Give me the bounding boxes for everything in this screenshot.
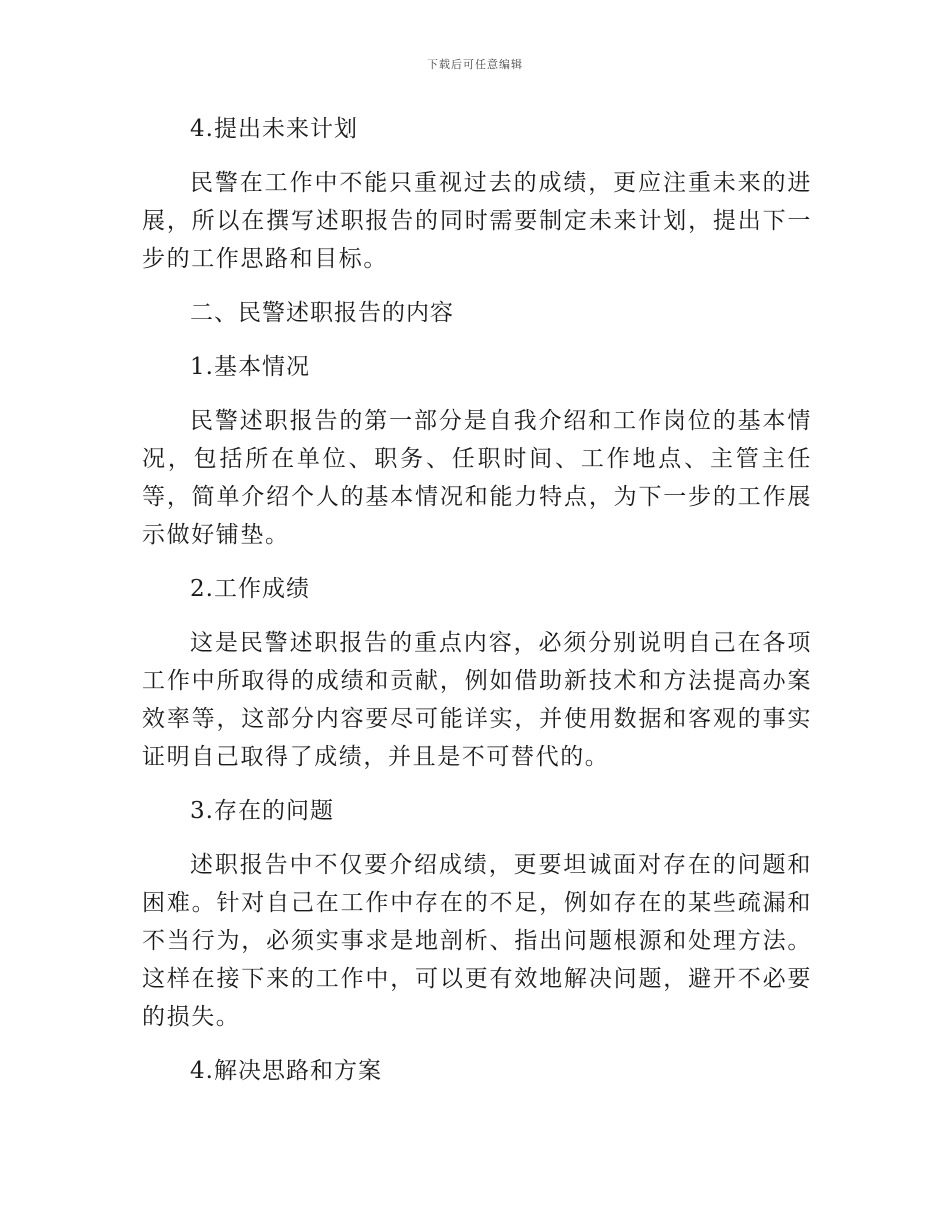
section-heading-future-plan: 4.提出未来计划 <box>190 116 358 142</box>
section-heading-solutions: 4.解决思路和方案 <box>190 1058 382 1084</box>
paragraph-achievements: 这是民警述职报告的重点内容，必须分别说明自己在各项工作中所取得的成绩和贡献，例如借助新技术和方法提高办案效率等，这部分内容要尽可能详实，并使用数据和客观的事实证明自己取得了成绩，并且是不可替代的。 <box>142 630 812 770</box>
paragraph-future-plan: 民警在工作中不能只重视过去的成绩，更应注重未来的进展，所以在撰写述职报告的同时需要制定未来计划，提出下一步的工作思路和目标。 <box>142 170 812 272</box>
section-heading-achievements: 2.工作成绩 <box>190 576 310 602</box>
section-heading-problems: 3.存在的问题 <box>190 798 334 824</box>
paragraph-basic-info: 民警述职报告的第一部分是自我介绍和工作岗位的基本情况，包括所在单位、职务、任职时间、工作地点、主管主任等，简单介绍个人的基本情况和能力特点，为下一步的工作展示做好铺垫。 <box>142 408 812 548</box>
page-header: 下载后可任意编辑 <box>427 58 523 71</box>
section-heading-basic-info: 1.基本情况 <box>190 354 310 380</box>
document-body <box>142 110 812 1106</box>
paragraph-problems: 述职报告中不仅要介绍成绩，更要坦诚面对存在的问题和困难。针对自己在工作中存在的不足，例如存在的某些疏漏和不当行为，必须实事求是地剖析、指出问题根源和处理方法。这样在接下来的工作中，可以更有效地解决问题，避开不必要的损失。 <box>142 852 812 1030</box>
section-heading-report-content: 二、民警述职报告的内容 <box>190 300 454 326</box>
